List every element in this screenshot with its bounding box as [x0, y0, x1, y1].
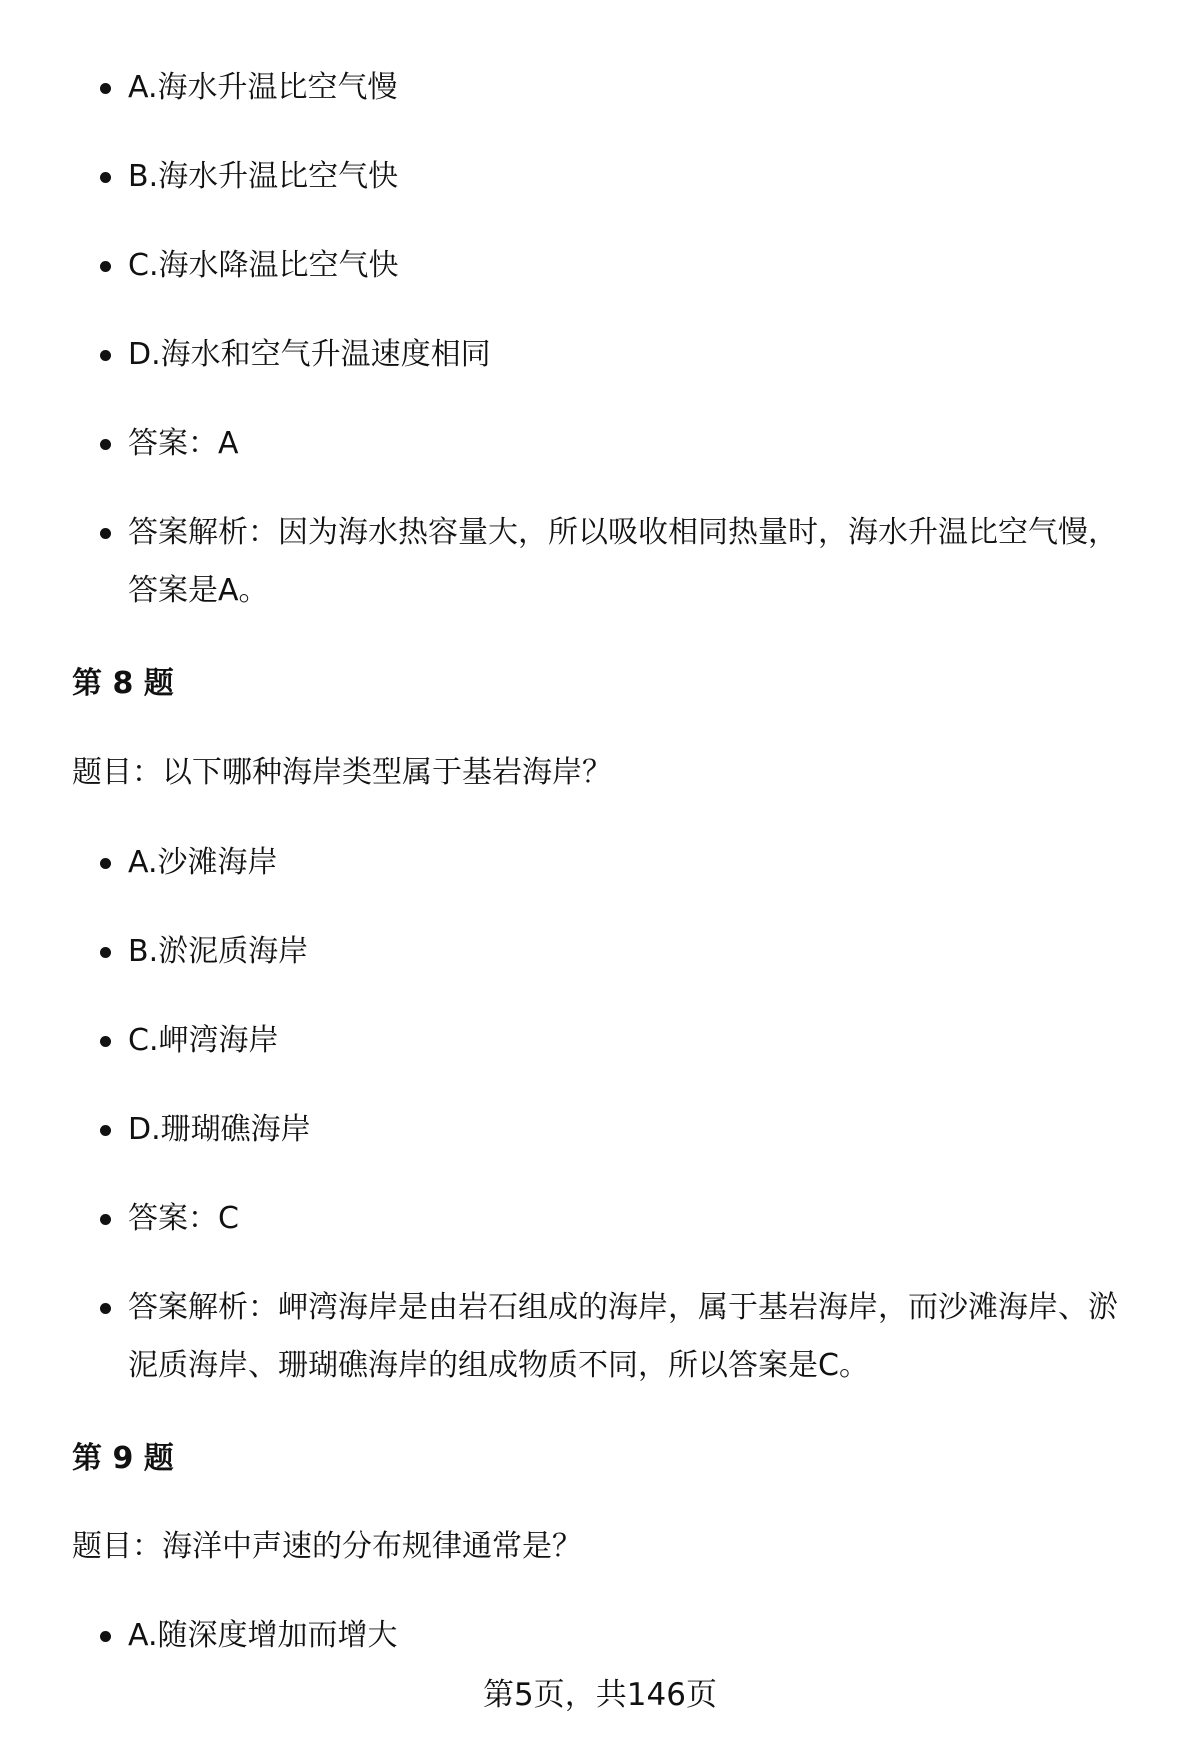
q7-option-c: C.海水降温比空气快 — [128, 248, 399, 283]
bullet-icon — [100, 1631, 111, 1642]
q8-option-list — [0, 834, 1200, 1395]
list-item — [72, 834, 1142, 892]
list-item — [72, 326, 1142, 384]
q8-question: 题目：以下哪种海岸类型属于基岩海岸？ — [72, 755, 612, 790]
q7-option-b: B.海水升温比空气快 — [128, 159, 399, 194]
q8-heading: 第 8 题 — [72, 666, 174, 701]
q7-option-d: D.海水和空气升温速度相同 — [128, 337, 491, 372]
bullet-icon — [100, 1214, 111, 1225]
q7-option-list — [0, 59, 1200, 620]
page-number-footer: 第5页，共146页 — [483, 1677, 717, 1713]
q9-option-a: A.随深度增加而增大 — [128, 1618, 398, 1653]
q7-answer: 答案：A — [128, 426, 239, 461]
list-item — [72, 1101, 1142, 1159]
list-item — [72, 1607, 1142, 1665]
bullet-icon — [100, 858, 111, 869]
q8-option-a: A.沙滩海岸 — [128, 845, 278, 880]
q9-heading: 第 9 题 — [72, 1441, 174, 1476]
q7-option-a: A.海水升温比空气慢 — [128, 70, 398, 105]
q9-question: 题目：海洋中声速的分布规律通常是？ — [72, 1529, 582, 1564]
list-item — [72, 504, 1142, 620]
bullet-icon — [100, 261, 111, 272]
bullet-icon — [100, 439, 111, 450]
q8-explanation: 答案解析：岬湾海岸是由岩石组成的海岸，属于基岩海岸，而沙滩海岸、淤泥质海岸、珊瑚礁海岸的组成物质不同，所以答案是C。 — [128, 1290, 1118, 1383]
q8-answer: 答案：C — [128, 1201, 239, 1236]
list-item — [72, 59, 1142, 117]
list-item — [72, 1012, 1142, 1070]
bullet-icon — [100, 83, 111, 94]
q8-option-d: D.珊瑚礁海岸 — [128, 1112, 311, 1147]
bullet-icon — [100, 1125, 111, 1136]
list-item — [72, 415, 1142, 473]
list-item — [72, 923, 1142, 981]
bullet-icon — [100, 1303, 111, 1314]
q9-option-list — [0, 1607, 1200, 1665]
bullet-icon — [100, 350, 111, 361]
q8-option-c: C.岬湾海岸 — [128, 1023, 279, 1058]
list-item — [72, 148, 1142, 206]
q8-option-b: B.淤泥质海岸 — [128, 934, 309, 969]
list-item — [72, 237, 1142, 295]
list-item — [72, 1279, 1142, 1395]
bullet-icon — [100, 172, 111, 183]
bullet-icon — [100, 528, 111, 539]
bullet-icon — [100, 1036, 111, 1047]
list-item — [72, 1190, 1142, 1248]
q7-explanation: 答案解析：因为海水热容量大，所以吸收相同热量时，海水升温比空气慢，答案是A。 — [128, 515, 1118, 608]
bullet-icon — [100, 947, 111, 958]
